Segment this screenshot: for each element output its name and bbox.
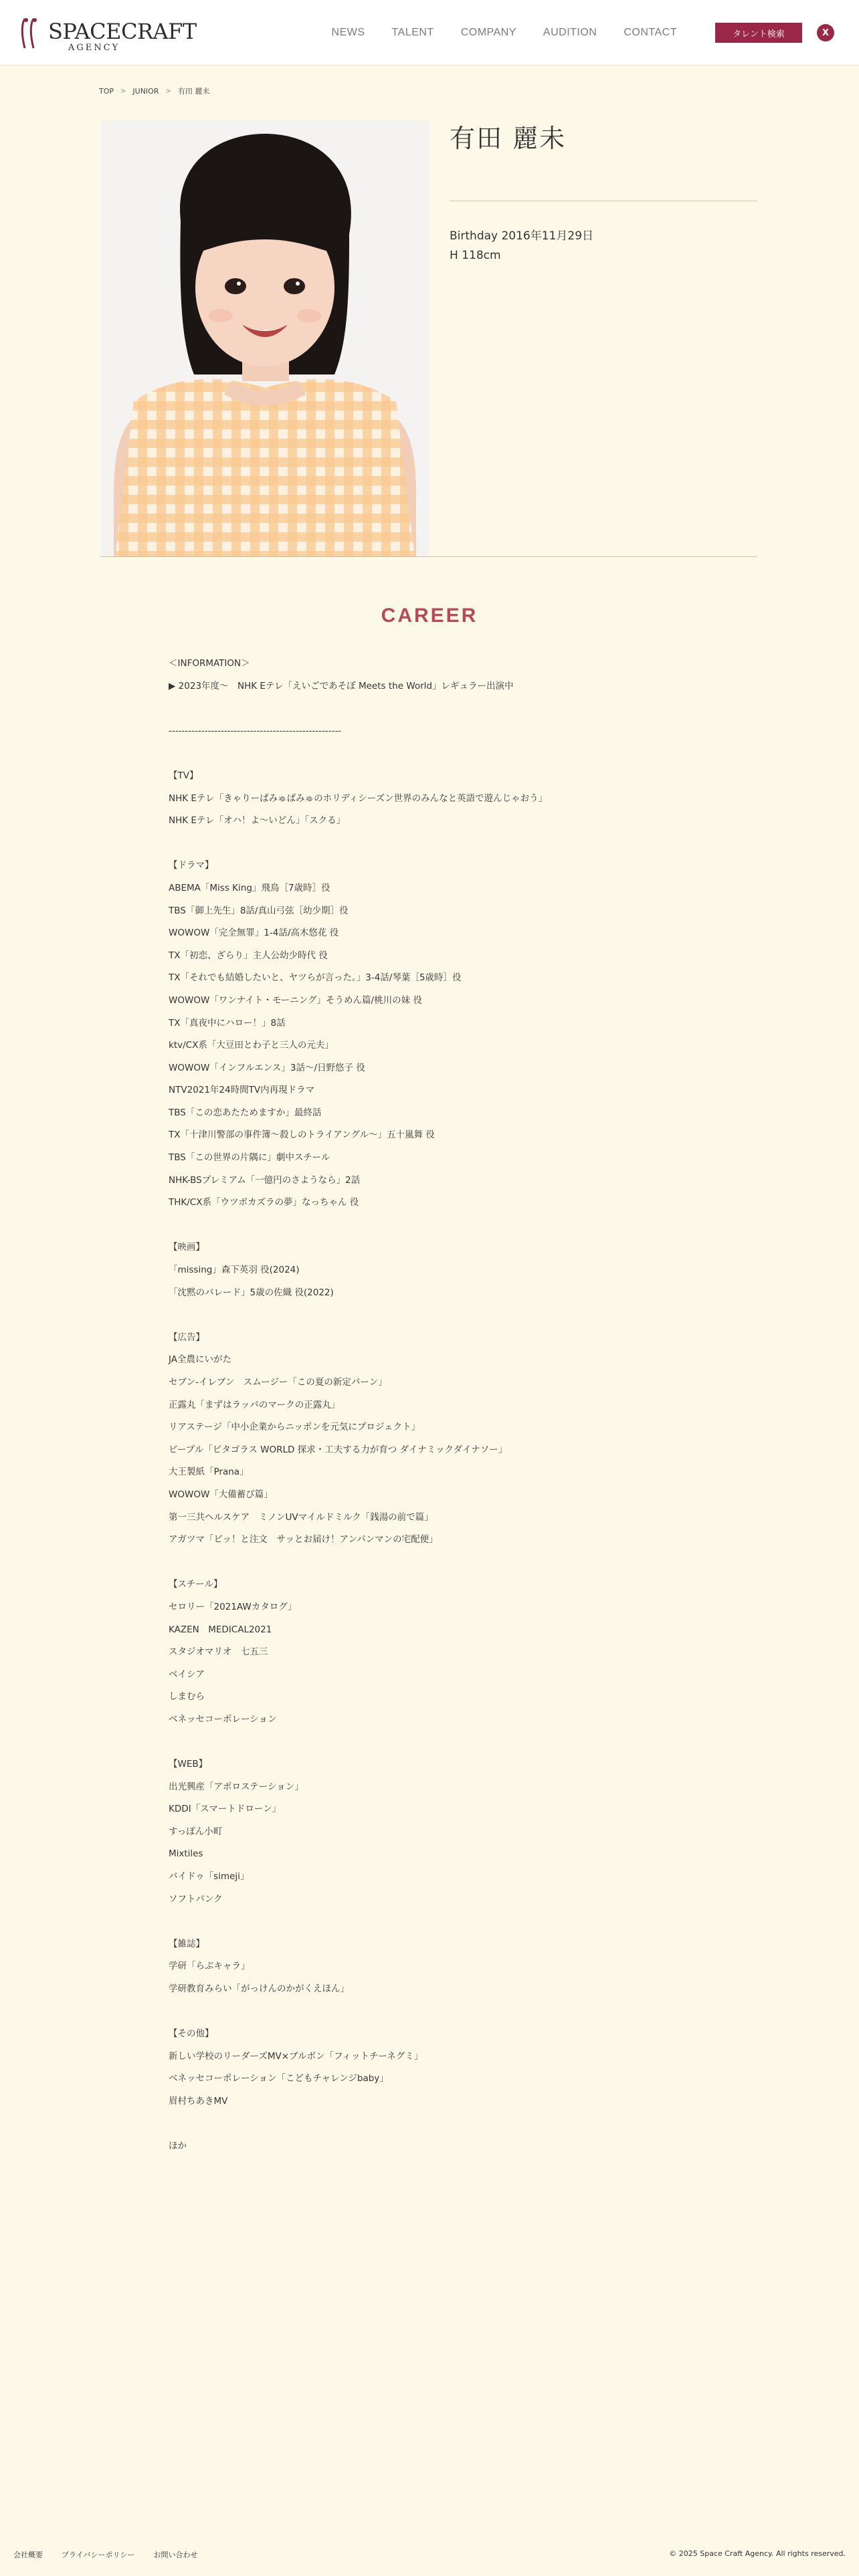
breadcrumb-junior[interactable]: JUNIOR <box>132 86 159 96</box>
career-line <box>169 2113 717 2136</box>
career-line <box>169 742 717 765</box>
site-header <box>0 0 859 66</box>
career-line: ABEMA「Miss King」飛鳥［7歳時］役 <box>169 882 330 893</box>
career-line: 大王製紙「Prana」 <box>169 1467 249 1478</box>
talent-birthday: Birthday 2016年11月29日 <box>450 229 594 243</box>
career-line: NHK Eテレ「きゃりーぱみゅぱみゅのホリディシーズン世界のみんなと英語で遊んじゃおう」 <box>169 792 548 804</box>
career-line: ベイシア <box>169 1669 205 1680</box>
career-line: 【TV】 <box>169 770 199 781</box>
career-line: TX「十津川警部の事件簿〜殺しのトライアングル〜」五十嵐舞 役 <box>169 1130 435 1141</box>
career-line: 「missing」森下英羽 役(2024) <box>169 1265 300 1276</box>
career-line: NHK Eテレ「オハ！よ〜いどん」「スクる」 <box>169 815 346 827</box>
career-line <box>169 1551 717 1574</box>
career-line: KAZEN MEDICAL2021 <box>169 1624 272 1635</box>
nav-audition[interactable]: AUDITION <box>543 27 597 38</box>
career-line: 【WEB】 <box>169 1759 208 1770</box>
career-line: NHK-BSプレミアム「一億円のさようなら」2話 <box>169 1174 361 1186</box>
career-line: 学研教育みらい「がっけんのかがくえほん」 <box>169 1983 349 1995</box>
career-line: NTV2021年24時間TV内再現ドラマ <box>169 1085 315 1096</box>
career-line: ベネッセコーポレーション <box>169 1713 277 1725</box>
breadcrumb <box>99 86 209 96</box>
breadcrumb-separator-icon: > <box>165 87 171 95</box>
career-line: TX「初恋、ざらり」主人公幼少時代 役 <box>169 950 328 961</box>
career-line: ----------------------------------------------------- <box>169 725 342 736</box>
career-line: THK/CX系「ウツボカズラの夢」なっちゃん 役 <box>169 1197 359 1208</box>
nav-company[interactable]: COMPANY <box>460 27 516 38</box>
career-line <box>169 1214 717 1237</box>
career-line: WOWOW「ワンナイト・モーニング」そうめん篇/桃川の妹 役 <box>169 994 422 1006</box>
career-line: WOWOW「完全無罪」1-4話/高木悠花 役 <box>169 928 339 939</box>
career-line: TX「真夜中にハロー！」8話 <box>169 1017 286 1029</box>
logo-subtext: AGENCY <box>68 43 120 53</box>
logo-text: SPACECRAFT <box>48 19 197 44</box>
nav-news[interactable]: NEWS <box>331 27 365 38</box>
career-line: JA全農にいがた <box>169 1354 231 1366</box>
career-title: CAREER <box>381 605 478 627</box>
career-line: 「沈黙のパレード」5歳の佐織 役(2022) <box>169 1287 334 1298</box>
career-line: 新しい学校のリーダーズMV×ブルボン「フィットチーネグミ」 <box>169 2050 423 2062</box>
career-line: 【ドラマ】 <box>169 860 214 871</box>
career-line: WOWOW「インフルエンス」3話〜/日野悠子 役 <box>169 1062 365 1073</box>
career-line: ピープル「ピタゴラス WORLD 探求・工夫する力が育つ ダイナミックダイナソー」 <box>169 1444 508 1455</box>
career-line: ソフトバンク <box>169 1893 223 1905</box>
career-line: 学研「らぶキャラ」 <box>169 1961 250 1972</box>
career-line: 眉村ちあきMV <box>169 2096 228 2107</box>
career-line: KDDI「スマートドローン」 <box>169 1804 282 1815</box>
career-line <box>169 833 717 855</box>
logo[interactable] <box>16 13 197 53</box>
career-line: 【その他】 <box>169 2028 214 2040</box>
career-line: アガツマ「ピッ！と注文 サッとお届け！アンパンマンの宅配便」 <box>169 1534 438 1545</box>
career-line: TBS「この恋あたためますか」最終話 <box>169 1107 322 1118</box>
career-list <box>169 653 717 2158</box>
nav-talent[interactable]: TALENT <box>391 27 434 38</box>
profile-photo <box>100 120 430 556</box>
nav-contact[interactable]: CONTACT <box>624 27 677 38</box>
footer-link-contact[interactable]: お問い合わせ <box>153 2551 198 2559</box>
career-line: 【映画】 <box>169 1242 205 1253</box>
divider <box>100 556 757 557</box>
career-line: Mixtiles <box>169 1848 203 1860</box>
career-line: ほか <box>169 2141 187 2152</box>
career-line: ＜INFORMATION＞ <box>169 658 250 669</box>
career-line: TX「それでも結婚したいと、ヤツらが言った。」3-4話/琴葉［5歳時］役 <box>169 972 462 984</box>
breadcrumb-top[interactable]: TOP <box>99 86 114 96</box>
breadcrumb-current: 有田 麗未 <box>177 87 210 96</box>
breadcrumb-separator-icon: > <box>120 87 126 95</box>
career-line <box>169 1911 717 1933</box>
career-line: 【広告】 <box>169 1331 205 1343</box>
career-line: 出光興産「アポロステーション」 <box>169 1781 304 1792</box>
career-line: ktv/CX系「大豆田とわ子と三人の元夫」 <box>169 1040 334 1051</box>
talent-search-button[interactable]: タレント検索 <box>715 23 802 43</box>
career-line: WOWOW「大備蓄び篇」 <box>169 1489 273 1500</box>
career-line <box>169 1304 717 1327</box>
career-line <box>169 1731 717 1754</box>
footer-links <box>13 2549 197 2560</box>
career-line: バイドゥ「simeji」 <box>169 1871 250 1883</box>
main-nav <box>318 0 690 66</box>
career-line <box>169 697 717 720</box>
career-line: 【スチール】 <box>169 1579 223 1590</box>
talent-height: H 118cm <box>450 249 501 262</box>
career-line: 【雑誌】 <box>169 1938 205 1949</box>
career-line: 正露丸「まずはラッパのマークの正露丸」 <box>169 1399 341 1410</box>
career-line: ベネッセコーポレーション「こどもチャレンジbaby」 <box>169 2073 389 2084</box>
career-line: セロリー「2021AWカタログ」 <box>169 1601 297 1612</box>
logo-mark-icon <box>19 16 43 52</box>
career-line: すっぽん小町 <box>169 1826 223 1837</box>
career-line: TBS「御上先生」8話/真山弓弦［幼少期］役 <box>169 905 349 916</box>
x-social-icon[interactable]: X <box>817 24 834 41</box>
career-line: ▶ 2023年度〜 NHK Eテレ「えいごであそぼ Meets the World」レギュラー出演中 <box>169 680 514 691</box>
career-line: セブン-イレブン スムージー「この夏の新定バーン」 <box>169 1377 387 1388</box>
career-line: しまむら <box>169 1691 205 1703</box>
career-line: TBS「この世界の片隅に」劇中スチール <box>169 1152 330 1164</box>
career-line: 第一三共ヘルスケア ミノンUVマイルドミルク「銭湯の前で篇」 <box>169 1511 434 1523</box>
talent-name: 有田 麗未 <box>450 124 567 153</box>
copyright: © 2025 Space Craft Agency. All rights reserved. <box>669 2549 846 2558</box>
career-line: リアステージ「中小企業からニッポンを元気にプロジェクト」 <box>169 1422 421 1433</box>
career-line: スタジオマリオ 七五三 <box>169 1646 268 1658</box>
profile-photo-illustration <box>100 120 430 556</box>
career-line <box>169 2001 717 2024</box>
footer-link-privacy[interactable]: プライバシーポリシー <box>62 2551 135 2559</box>
footer-link-company[interactable]: 会社概要 <box>13 2551 43 2559</box>
